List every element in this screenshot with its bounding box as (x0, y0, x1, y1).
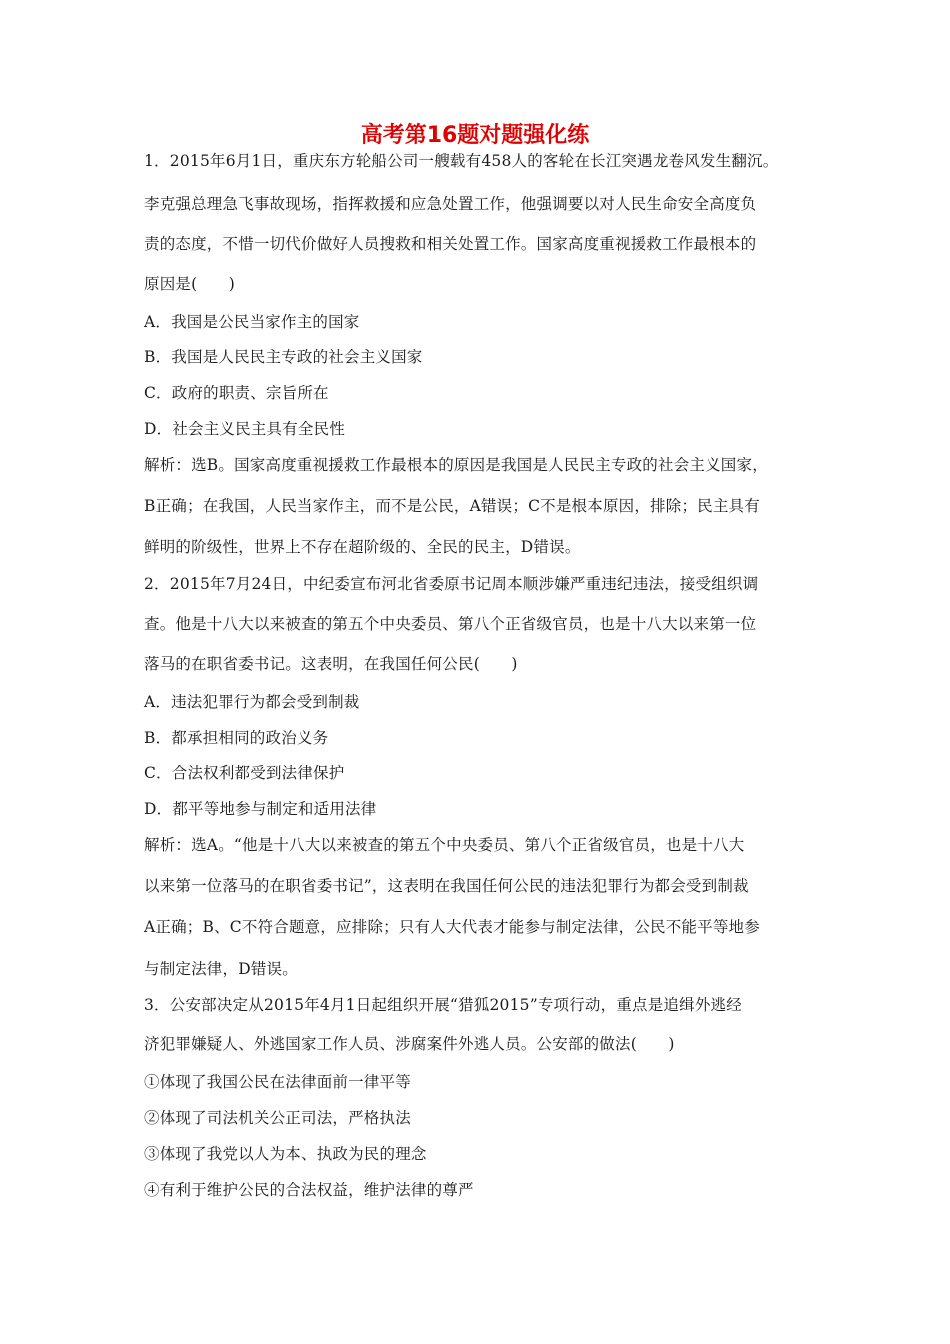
q1-stem-line: 责的态度，不惜一切代价做好人员搜救和相关处置工作。国家高度重视援救工作最根本的 (144, 235, 757, 253)
q2-stem-line: 落马的在职省委书记。这表明，在我国任何公民( ) (144, 655, 518, 673)
q2-analysis-line: 与制定法律，D错误。 (144, 960, 298, 978)
q3-item-2: ②体现了司法机关公正司法，严格执法 (144, 1109, 411, 1127)
q2-analysis-line: 以来第一位落马的在职省委书记”，这表明在我国任何公民的违法犯罪行为都会受到制裁 (144, 877, 749, 895)
q1-option-c: C．政府的职责、宗旨所在 (144, 384, 329, 402)
q1-option-a: A．我国是公民当家作主的国家 (144, 313, 360, 331)
q3-stem-line: 济犯罪嫌疑人、外逃国家工作人员、涉腐案件外逃人员。公安部的做法( ) (144, 1035, 675, 1053)
q3-item-3: ③体现了我党以人为本、执政为民的理念 (144, 1145, 427, 1163)
q3-stem-line: 3．公安部决定从2015年4月1日起组织开展“猎狐2015”专项行动，重点是追缉外逃经 (144, 996, 742, 1014)
q2-stem-line: 2．2015年7月24日，中纪委宣布河北省委原书记周本顺涉嫌严重违纪违法，接受组织调 (144, 575, 759, 593)
q1-analysis-line: 解析：选B。国家高度重视援救工作最根本的原因是我国是人民民主专政的社会主义国家， (144, 456, 768, 474)
q2-option-a: A．违法犯罪行为都会受到制裁 (144, 693, 360, 711)
q1-stem-line: 1．2015年6月1日，重庆东方轮船公司一艘载有458人的客轮在长江突遇龙卷风发生翻沉。 (144, 152, 779, 170)
q1-analysis-line: B正确；在我国，人民当家作主，而不是公民，A错误；C不是根本原因，排除；民主具有 (144, 497, 760, 515)
q2-analysis-line: A正确；B、C不符合题意，应排除；只有人大代表才能参与制定法律，公民不能平等地参 (144, 918, 760, 936)
q3-item-4: ④有利于维护公民的合法权益，维护法律的尊严 (144, 1181, 474, 1199)
page-title: 高考第16题对题强化练 (360, 123, 590, 148)
q1-option-b: B．我国是人民民主专政的社会主义国家 (144, 348, 423, 366)
q1-option-d: D．社会主义民主具有全民性 (144, 420, 346, 438)
q2-stem-line: 查。他是十八大以来被查的第五个中央委员、第八个正省级官员，也是十八大以来第一位 (144, 615, 757, 633)
q2-option-c: C．合法权利都受到法律保护 (144, 764, 345, 782)
q3-item-1: ①体现了我国公民在法律面前一律平等 (144, 1073, 411, 1091)
q2-option-d: D．都平等地参与制定和适用法律 (144, 800, 377, 818)
q1-stem-line: 原因是( ) (144, 275, 235, 293)
q1-stem-line: 李克强总理急飞事故现场，指挥救援和应急处置工作，他强调要以对人民生命安全高度负 (144, 195, 757, 213)
q2-option-b: B．都承担相同的政治义务 (144, 729, 329, 747)
q2-analysis-line: 解析：选A。“他是十八大以来被查的第五个中央委员、第八个正省级官员，也是十八大 (144, 836, 745, 854)
q1-analysis-line: 鲜明的阶级性，世界上不存在超阶级的、全民的民主，D错误。 (144, 538, 581, 556)
